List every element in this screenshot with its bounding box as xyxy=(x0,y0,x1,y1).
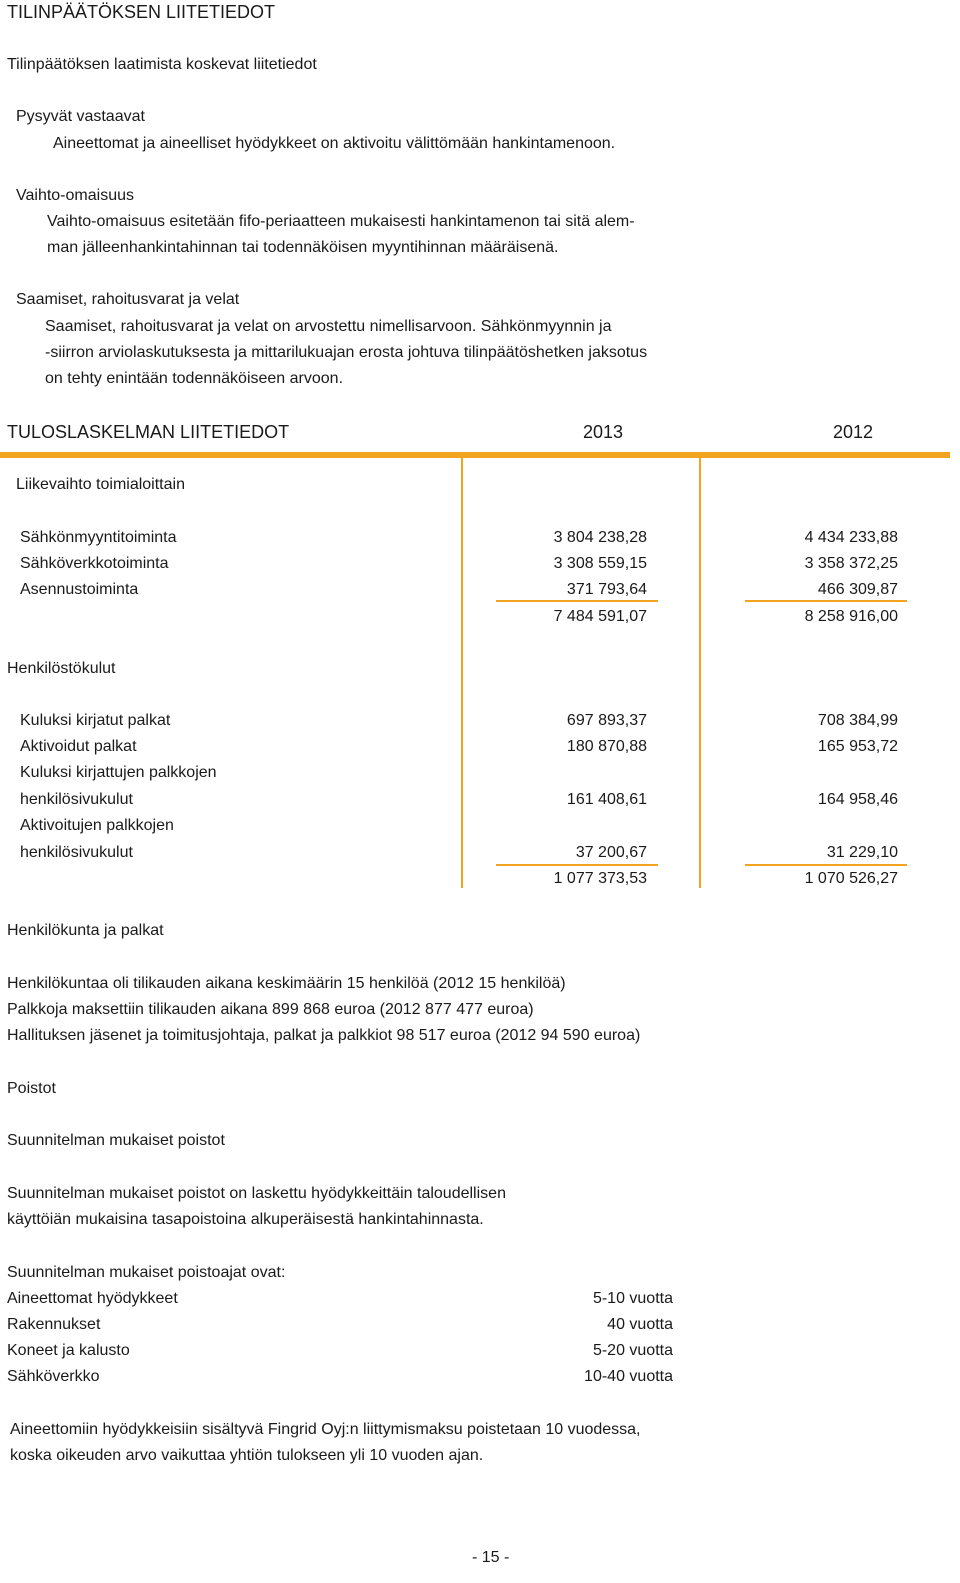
staff-title: Henkilökunta ja palkat xyxy=(7,922,164,939)
revenue-row-label: Sähkönmyyntitoiminta xyxy=(20,529,177,546)
personnel-row-label: Aktivoitujen palkkojen xyxy=(20,817,174,834)
personnel-row-value-2012: 708 384,99 xyxy=(817,712,898,729)
policies-heading: Tilinpäätöksen laatimista koskevat liitetiedot xyxy=(7,56,317,73)
depreciation-description: käyttöiän mukaisina tasapoistoina alkuperäisestä hankintahinnasta. xyxy=(7,1211,484,1228)
depreciation-period-value: 40 vuotta xyxy=(607,1316,673,1333)
depreciation-note: Aineettomiin hyödykkeisiin sisältyvä Fingrid Oyj:n liittymismaksu poistetaan 10 vuodessa, xyxy=(10,1421,641,1438)
document-title: TILINPÄÄTÖKSEN LIITETIEDOT xyxy=(7,2,276,22)
personnel-row-label: henkilösivukulut xyxy=(20,791,133,808)
depreciation-period-value: 5-20 vuotta xyxy=(592,1342,673,1359)
orange-header-rule xyxy=(0,452,950,458)
personnel-row-value-2013: 180 870,88 xyxy=(566,738,647,755)
receivables-title: Saamiset, rahoitusvarat ja velat xyxy=(16,291,240,308)
revenue-sum-rule-2013 xyxy=(496,600,658,602)
personnel-total-2013: 1 077 373,53 xyxy=(553,870,647,887)
personnel-row-value-2013: 697 893,37 xyxy=(566,712,647,729)
income-notes-title: TULOSLASKELMAN LIITETIEDOT xyxy=(7,422,290,442)
depreciation-periods-title: Suunnitelman mukaiset poistoajat ovat: xyxy=(7,1264,286,1281)
depreciation-period-label: Aineettomat hyödykkeet xyxy=(7,1290,178,1307)
inventory-text-line2: man jälleenhankintahinnan tai todennäköisen myyntihinnan määräisenä. xyxy=(47,239,559,256)
revenue-row-label: Asennustoiminta xyxy=(20,581,139,598)
revenue-total-2012: 8 258 916,00 xyxy=(804,608,898,625)
depreciation-note: koska oikeuden arvo vaikuttaa yhtiön tulokseen yli 10 vuoden ajan. xyxy=(10,1447,484,1464)
staff-line: Palkkoja maksettiin tilikauden aikana 899 868 euroa (2012 877 477 euroa) xyxy=(7,1001,534,1018)
column-divider-left xyxy=(461,456,463,888)
personnel-row-label: henkilösivukulut xyxy=(20,844,133,861)
inventory-text-line1: Vaihto-omaisuus esitetään fifo-periaatteen mukaisesti hankintamenon tai sitä alem- xyxy=(47,213,635,230)
personnel-sum-rule-2012 xyxy=(745,864,907,866)
depreciation-title: Poistot xyxy=(7,1080,56,1097)
revenue-row-value-2012: 3 358 372,25 xyxy=(804,555,898,572)
personnel-sum-rule-2013 xyxy=(496,864,658,866)
revenue-section-title: Liikevaihto toimialoittain xyxy=(16,476,185,493)
revenue-sum-rule-2012 xyxy=(745,600,907,602)
receivables-text-line2: -siirron arviolaskutuksesta ja mittarilukuajan erosta johtuva tilinpäätöshetken jaksotus xyxy=(45,344,648,361)
staff-line: Henkilökuntaa oli tilikauden aikana keskimäärin 15 henkilöä (2012 15 henkilöä) xyxy=(7,975,566,992)
revenue-total-2013: 7 484 591,07 xyxy=(553,608,647,625)
fixed-assets-title: Pysyvät vastaavat xyxy=(16,108,145,125)
depreciation-period-value: 5-10 vuotta xyxy=(592,1290,673,1307)
personnel-row-label: Kuluksi kirjattujen palkkojen xyxy=(20,764,217,781)
revenue-row-value-2012: 466 309,87 xyxy=(817,581,898,598)
personnel-row-value-2012: 164 958,46 xyxy=(817,791,898,808)
revenue-row-value-2013: 371 793,64 xyxy=(566,581,647,598)
depreciation-description: Suunnitelman mukaiset poistot on laskettu hyödykkeittäin taloudellisen xyxy=(7,1185,506,1202)
fixed-assets-text: Aineettomat ja aineelliset hyödykkeet on aktivoitu välittömään hankintamenoon. xyxy=(53,135,616,152)
depreciation-period-label: Koneet ja kalusto xyxy=(7,1342,130,1359)
receivables-text-line1: Saamiset, rahoitusvarat ja velat on arvostettu nimellisarvoon. Sähkönmyynnin ja xyxy=(45,318,612,335)
column-header-2012: 2012 xyxy=(833,422,874,442)
depreciation-period-label: Rakennukset xyxy=(7,1316,101,1333)
revenue-row-value-2013: 3 804 238,28 xyxy=(553,529,647,546)
personnel-row-label: Aktivoidut palkat xyxy=(20,738,137,755)
personnel-total-2012: 1 070 526,27 xyxy=(804,870,898,887)
personnel-row-value-2012: 165 953,72 xyxy=(817,738,898,755)
revenue-row-value-2012: 4 434 233,88 xyxy=(804,529,898,546)
receivables-text-line3: on tehty enintään todennäköiseen arvoon. xyxy=(45,370,344,387)
revenue-row-label: Sähköverkkotoiminta xyxy=(20,555,169,572)
depreciation-period-value: 10-40 vuotta xyxy=(584,1368,673,1385)
personnel-row-value-2013: 161 408,61 xyxy=(566,791,647,808)
page-number: - 15 - xyxy=(472,1549,510,1566)
personnel-row-value-2012: 31 229,10 xyxy=(826,844,898,861)
staff-line: Hallituksen jäsenet ja toimitusjohtaja, palkat ja palkkiot 98 517 euroa (2012 94 590 euroa) xyxy=(7,1027,641,1044)
inventory-title: Vaihto-omaisuus xyxy=(16,187,134,204)
depreciation-subtitle: Suunnitelman mukaiset poistot xyxy=(7,1132,225,1149)
revenue-row-value-2013: 3 308 559,15 xyxy=(553,555,647,572)
depreciation-period-label: Sähköverkko xyxy=(7,1368,100,1385)
personnel-row-label: Kuluksi kirjatut palkat xyxy=(20,712,171,729)
personnel-costs-title: Henkilöstökulut xyxy=(7,660,116,677)
column-header-2013: 2013 xyxy=(583,422,624,442)
column-divider-right xyxy=(699,456,701,888)
personnel-row-value-2013: 37 200,67 xyxy=(575,844,647,861)
